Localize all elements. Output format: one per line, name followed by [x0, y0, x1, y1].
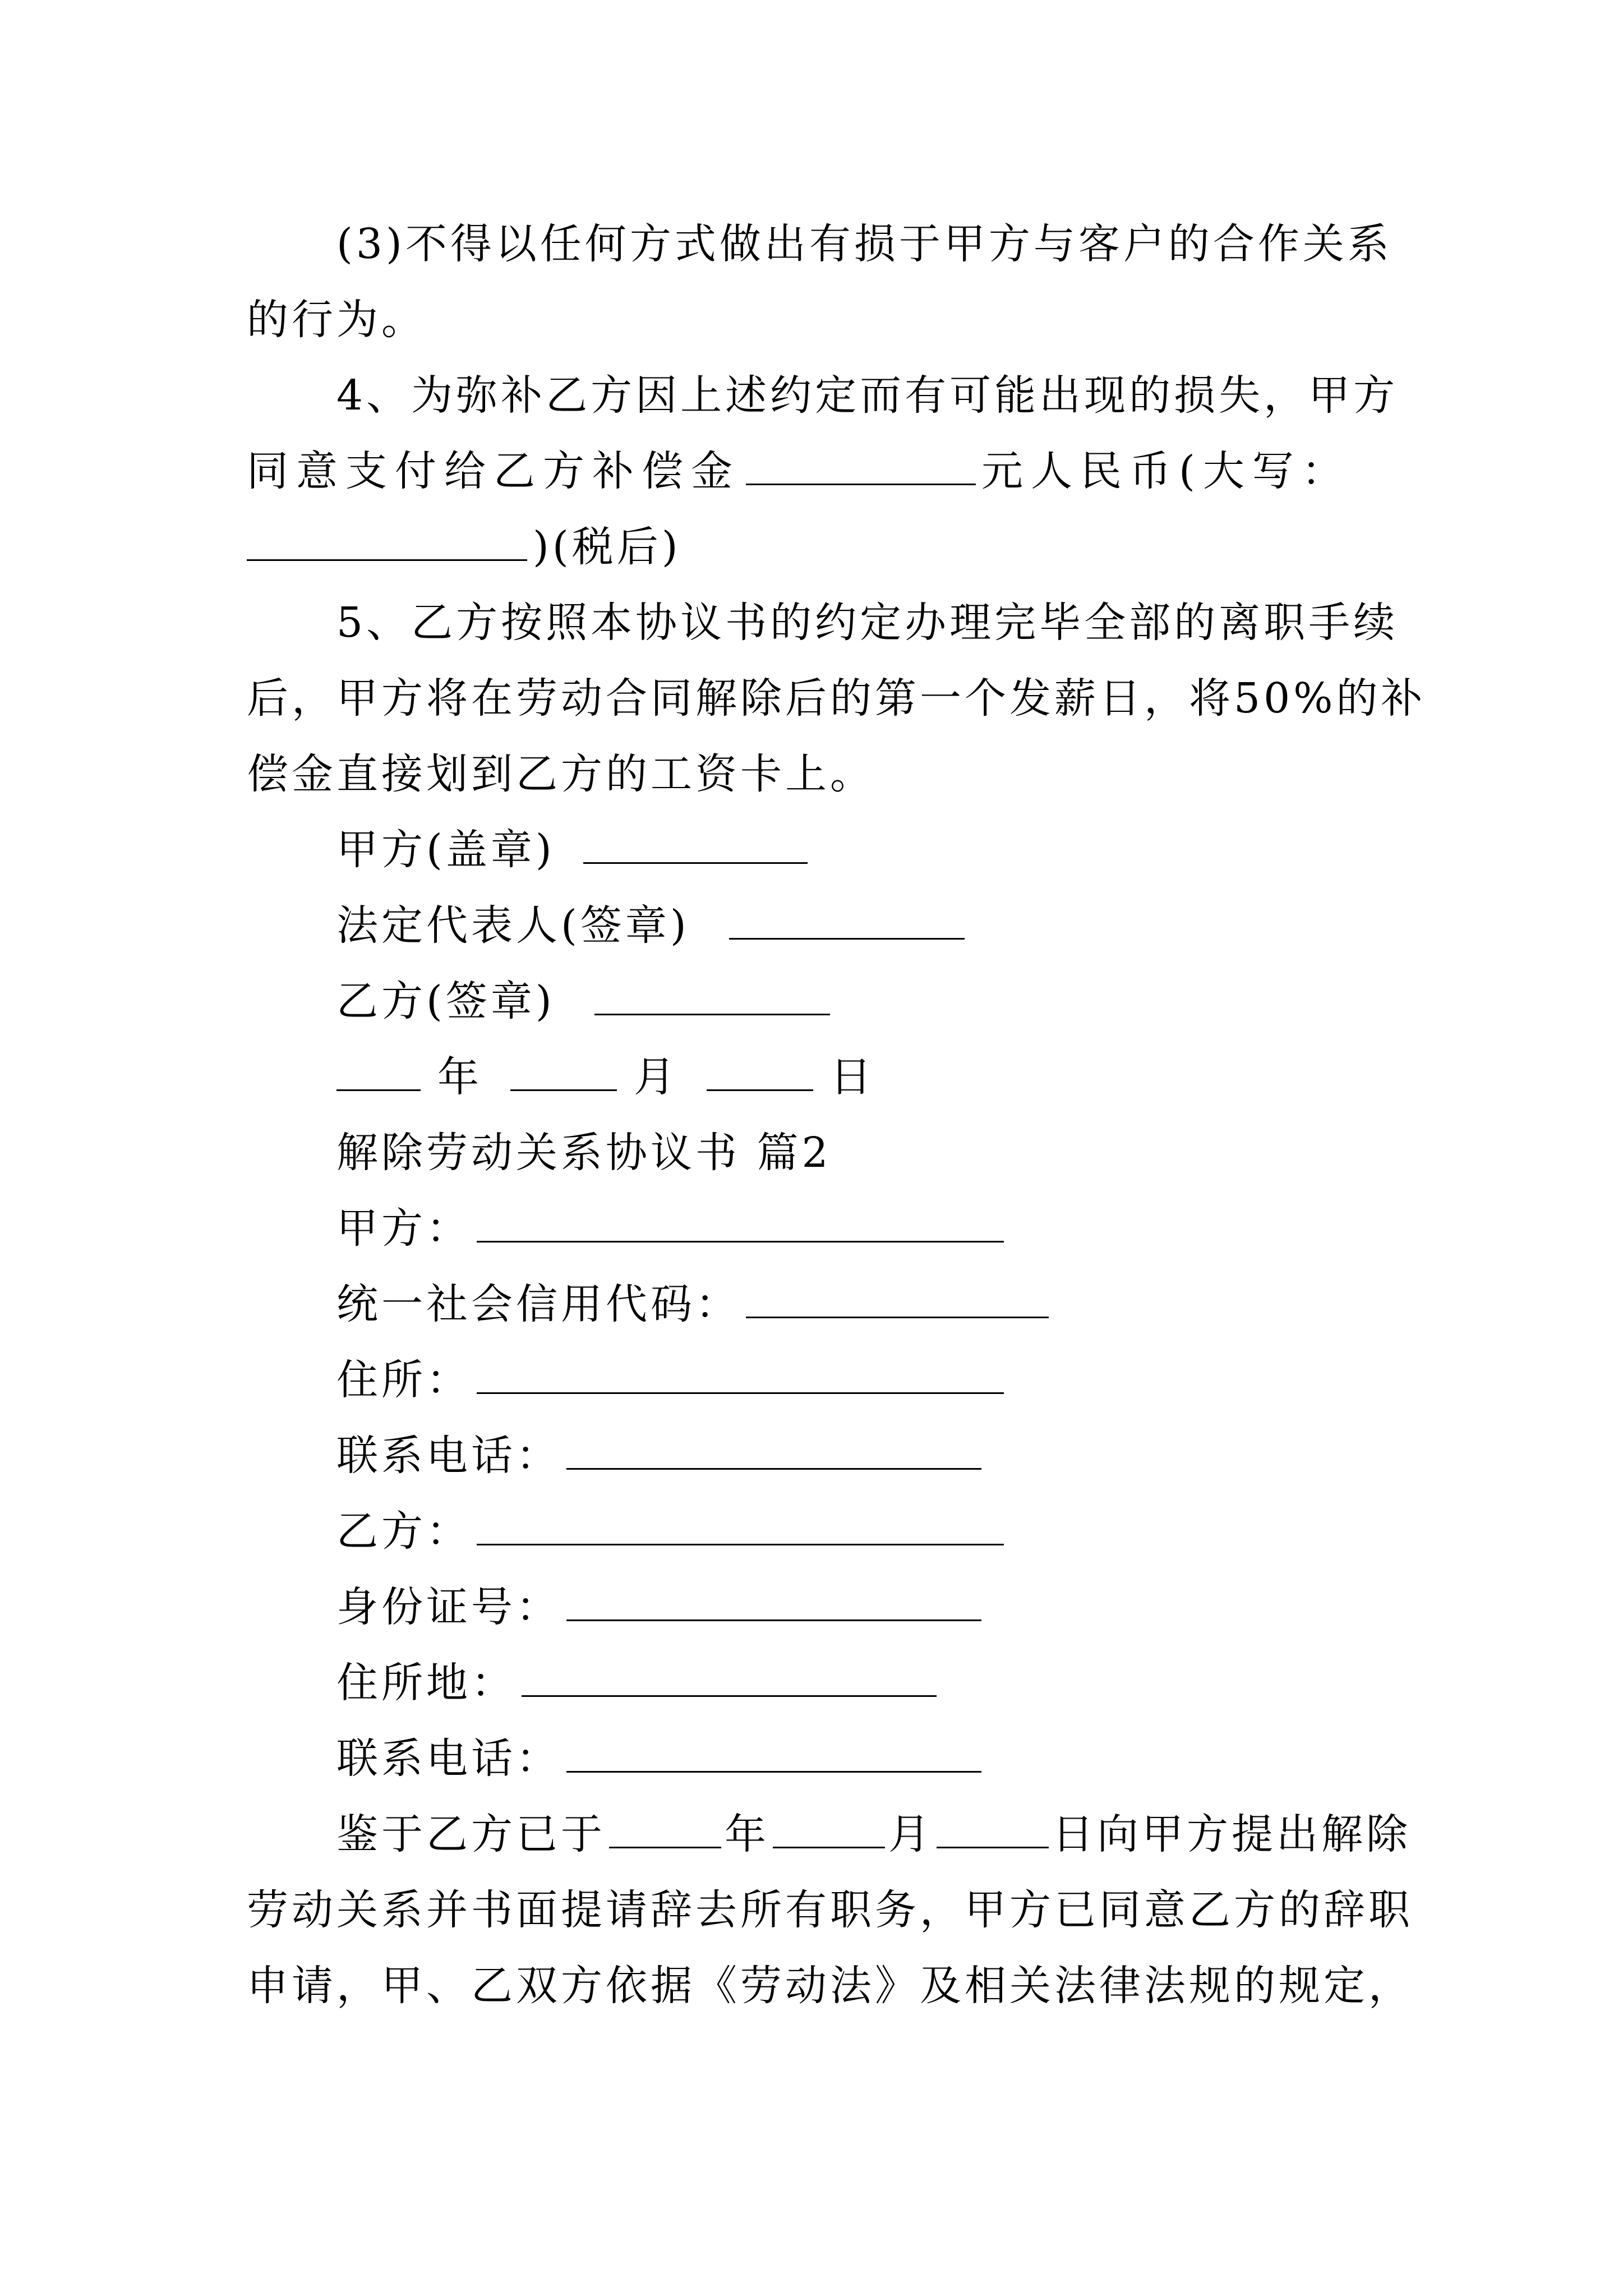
field-id-number: [336, 1579, 987, 1635]
field-party-b-blank[interactable]: [477, 1503, 1004, 1545]
date-month-blank[interactable]: [510, 1049, 617, 1091]
field-party-a-label: 甲方：: [336, 1204, 471, 1253]
field-credit-code: [336, 1276, 1054, 1332]
resign-day-blank[interactable]: [937, 1806, 1049, 1848]
date-day-blank[interactable]: [707, 1049, 813, 1091]
closing-text-b: 年: [725, 1810, 769, 1858]
clause-5-line-3: 偿金直接划到乙方的工资卡上。: [247, 750, 875, 798]
clause-3-line-1: (3)不得以任何方式做出有损于甲方与客户的合作关系: [336, 220, 1393, 268]
clause-4-line-3: [247, 519, 681, 575]
closing-text-c: 月: [888, 1810, 933, 1858]
compensation-amount-blank[interactable]: [746, 443, 976, 485]
field-credit-code-blank[interactable]: [746, 1276, 1049, 1318]
closing-line-1: [336, 1806, 1411, 1862]
clause-4-text-a: 同意支付给乙方补偿金: [247, 447, 740, 495]
date-year-label: 年: [437, 1053, 482, 1101]
field-address-b-label: 住所地：: [336, 1659, 516, 1707]
compensation-amount-uppercase-blank[interactable]: [247, 519, 527, 561]
resign-year-blank[interactable]: [609, 1806, 721, 1848]
field-address-blank[interactable]: [477, 1352, 1004, 1394]
signature-party-b-blank[interactable]: [594, 973, 830, 1015]
field-party-a-blank[interactable]: [477, 1200, 1004, 1243]
field-phone-a-blank[interactable]: [566, 1428, 981, 1470]
clause-4-line-1: 4、为弥补乙方因上述约定而有可能出现的损失，甲方: [336, 371, 1399, 420]
date-year-blank[interactable]: [336, 1049, 421, 1091]
clause-4-text-c: )(税后): [533, 523, 681, 571]
field-address-label: 住所：: [336, 1356, 471, 1404]
field-address: [336, 1352, 1009, 1408]
signature-date: [336, 1049, 875, 1105]
clause-5-line-2: 后，甲方将在劳动合同解除后的第一个发薪日，将50%的补: [247, 674, 1426, 723]
field-party-b-label: 乙方：: [336, 1507, 471, 1556]
field-id-number-blank[interactable]: [566, 1579, 981, 1621]
signature-party-a: [336, 822, 813, 878]
field-party-b: [336, 1503, 1009, 1559]
date-month-label: 月: [634, 1053, 679, 1101]
field-party-a: [336, 1200, 1009, 1257]
clause-4-text-b: 元人民币(大写：: [981, 447, 1351, 495]
section-2-heading: 解除劳动关系协议书 篇2: [336, 1129, 832, 1177]
field-phone-a: [336, 1428, 987, 1484]
field-credit-code-label: 统一社会信用代码：: [336, 1280, 740, 1328]
field-phone-b: [336, 1731, 987, 1787]
clause-5-line-1: 5、乙方按照本协议书的约定办理完毕全部的离职手续: [336, 599, 1399, 647]
field-id-number-label: 身份证号：: [336, 1583, 561, 1631]
closing-text-d: 日向甲方提出解除: [1052, 1810, 1411, 1858]
clause-3-line-2: 的行为。: [247, 296, 426, 344]
signature-party-b: [336, 973, 836, 1029]
closing-line-2: 劳动关系并书面提请辞去所有职务，甲方已同意乙方的辞职: [247, 1886, 1413, 1934]
field-phone-a-label: 联系电话：: [336, 1432, 561, 1480]
field-phone-b-label: 联系电话：: [336, 1734, 561, 1783]
signature-legal-rep: [336, 898, 970, 954]
signature-party-a-label: 甲方(盖章): [336, 826, 555, 874]
signature-legal-rep-label: 法定代表人(签章): [336, 901, 690, 950]
signature-party-b-label: 乙方(签章): [336, 977, 555, 1025]
clause-4-line-2: [247, 443, 1351, 499]
closing-line-3: 申请，甲、乙双方依据《劳动法》及相关法律法规的规定，: [247, 1962, 1413, 2010]
closing-text-a: 鉴于乙方已于: [336, 1810, 606, 1858]
resign-month-blank[interactable]: [773, 1806, 885, 1848]
date-day-label: 日: [830, 1053, 875, 1101]
field-address-b: [336, 1655, 942, 1711]
signature-legal-rep-blank[interactable]: [729, 898, 965, 940]
signature-party-a-blank[interactable]: [583, 822, 808, 864]
field-phone-b-blank[interactable]: [566, 1731, 981, 1773]
field-address-b-blank[interactable]: [522, 1655, 937, 1697]
